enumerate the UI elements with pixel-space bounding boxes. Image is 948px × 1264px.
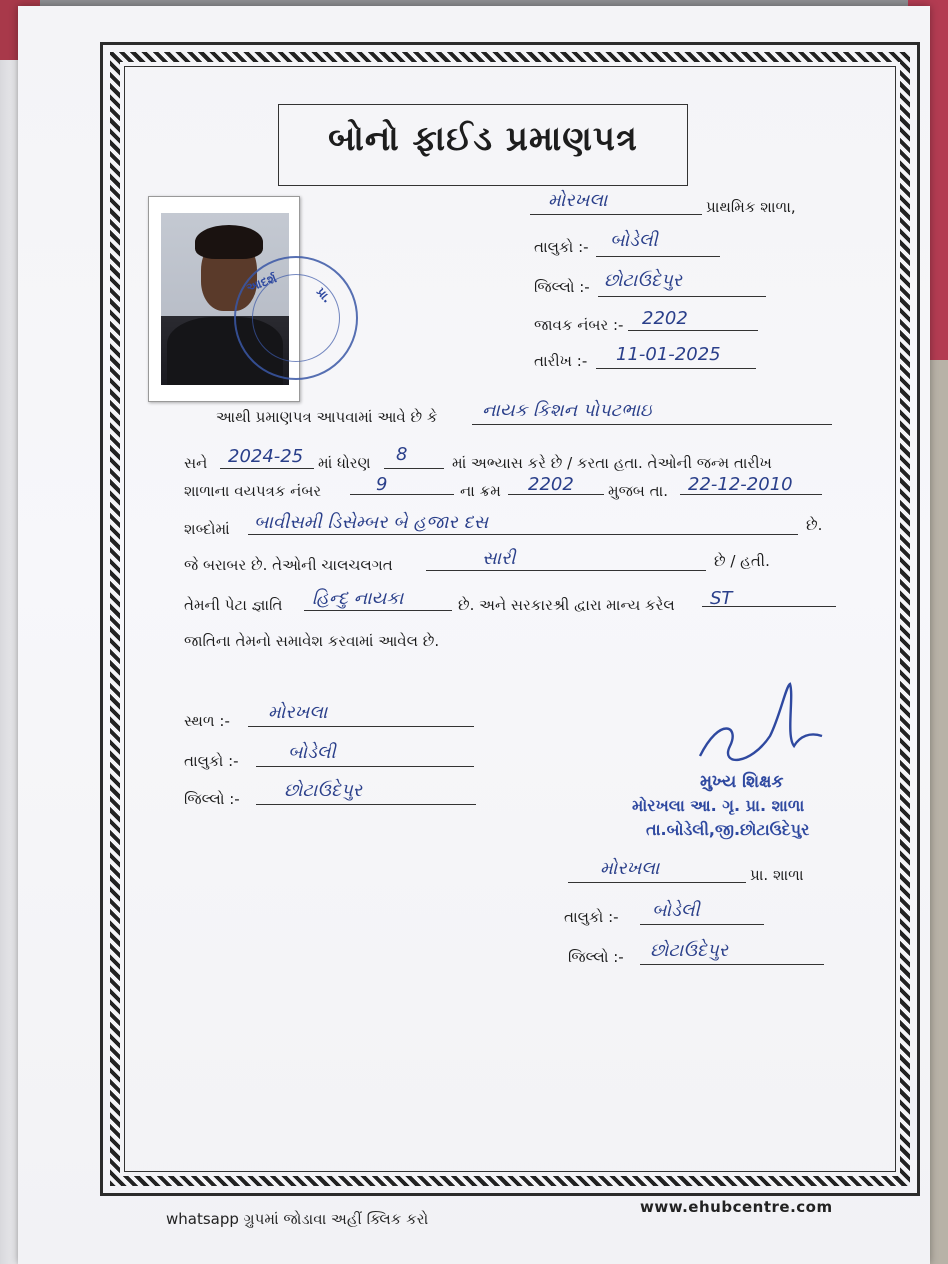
sig-district-line: [640, 964, 824, 965]
dob-words-line: [248, 534, 798, 535]
place-district-value: છોટાઉદેપુર: [284, 780, 362, 801]
place-taluka-value: બોડેલી: [288, 742, 336, 763]
outward-label: જાવક નંબર :-: [534, 316, 624, 334]
place-line: [248, 726, 474, 727]
subcaste: હિન્દુ નાયકા: [312, 588, 404, 609]
register-line: [350, 494, 454, 495]
stamp-title: મુખ્ય શિક્ષક: [700, 772, 784, 792]
place-taluka-line: [256, 766, 474, 767]
body-line6-mid: છે. અને સરકારશ્રી દ્વારા માન્ય કરેલ: [458, 596, 675, 614]
principal-signature: [690, 676, 840, 776]
district-line: [598, 296, 766, 297]
body-line1-text: આથી પ્રમાણપત્ર આપવામાં આવે છે કે: [216, 408, 438, 426]
place-taluka-label: તાલુકો :-: [184, 752, 239, 770]
student-name: નાયક કિશન પોપટભાઇ: [482, 400, 652, 421]
sig-school-name: મોરખલા: [600, 858, 660, 879]
date-of-birth: 22-12-2010: [688, 474, 793, 495]
date-line: [596, 368, 756, 369]
body-line6-pre: તેમની પેટા જ્ઞાતિ: [184, 596, 283, 614]
school-name-line: [530, 214, 702, 215]
photo-hair: [195, 225, 263, 259]
academic-year: 2024-25: [228, 446, 304, 467]
body-line5-post: છે / હતી.: [714, 552, 770, 570]
conduct-line: [426, 570, 706, 571]
body-line3-mid: ના ક્રમ: [460, 482, 501, 500]
website-footer-link[interactable]: www.ehubcentre.com: [640, 1198, 833, 1216]
standard: 8: [396, 444, 408, 465]
school-type-label: પ્રાથમિક શાળા,: [706, 198, 796, 216]
sig-taluka-value: બોડેલી: [652, 900, 700, 921]
school-name: મોરખલા: [548, 190, 608, 211]
seal-text-2: પ્રા.: [313, 284, 335, 306]
taluka-value: બોડેલી: [610, 230, 658, 251]
subcaste-line: [304, 610, 452, 611]
sig-taluka-label: તાલુકો :-: [564, 908, 619, 926]
body-line2-mid: માં ધોરણ: [318, 454, 371, 472]
sig-taluka-line: [640, 924, 764, 925]
body-line3-pre: શાળાના વયપત્રક નંબર: [184, 482, 322, 500]
taluka-label: તાલુકો :-: [534, 238, 589, 256]
district-label: જિલ્લો :-: [534, 278, 590, 296]
category-line: [702, 606, 836, 607]
outward-line: [628, 330, 758, 331]
date-value: 11-01-2025: [616, 344, 721, 365]
body-line4-pre: શબ્દોમાં: [184, 520, 230, 538]
place-district-label: જિલ્લો :-: [184, 790, 240, 808]
stamp-line-1: મોરખલા આ. ગૃ. પ્રા. શાળા: [632, 796, 805, 815]
category: ST: [710, 588, 733, 609]
outward-number: 2202: [642, 308, 688, 329]
seal-text-1: આદર્શ: [244, 271, 279, 295]
dob-line: [680, 494, 822, 495]
serial-line: [508, 494, 604, 495]
stamp-line-2: તા.બોડેલી,જી.છોટાઉદેપુર: [646, 820, 810, 839]
whatsapp-footer-link[interactable]: whatsapp ગ્રુપમાં જોડાવા અહીં ક્લિક કરો: [166, 1210, 429, 1228]
district-value: છોટાઉદેપુર: [604, 270, 682, 291]
title-box: [278, 104, 688, 186]
place-label: સ્થળ :-: [184, 712, 230, 730]
body-line5-pre: જે બરાબર છે. તેઓની ચાલચલગત: [184, 556, 393, 574]
place-district-line: [256, 804, 476, 805]
year-line: [220, 468, 314, 469]
place-value: મોરખલા: [268, 702, 328, 723]
student-name-line: [472, 424, 832, 425]
date-label: તારીખ :-: [534, 352, 588, 370]
body-line2-post: માં અભ્યાસ કરે છે / કરતા હતા. તેઓની જન્મ તારીખ: [452, 454, 772, 472]
register-number: 9: [376, 474, 388, 495]
sig-district-label: જિલ્લો :-: [568, 948, 624, 966]
taluka-line: [596, 256, 720, 257]
body-line2-pre: સને: [184, 454, 208, 472]
sig-district-value: છોટાઉદેપુર: [650, 940, 728, 961]
sig-school-suffix: પ્રા. શાળા: [750, 866, 804, 884]
dob-in-words: બાવીસમી ડિસેમ્બર બે હજાર દસ: [254, 512, 489, 533]
certificate-title: બોનો ફાઈડ પ્રમાણપત્ર: [328, 119, 638, 159]
serial-number: 2202: [528, 474, 574, 495]
body-line3-post: મુજબ તા.: [608, 482, 668, 500]
sig-school-line: [568, 882, 746, 883]
body-line7: જાતિના તેમનો સમાવેશ કરવામાં આવેલ છે.: [184, 632, 440, 650]
conduct: સારી: [482, 548, 516, 569]
standard-line: [384, 468, 444, 469]
body-line4-post: છે.: [806, 516, 823, 534]
